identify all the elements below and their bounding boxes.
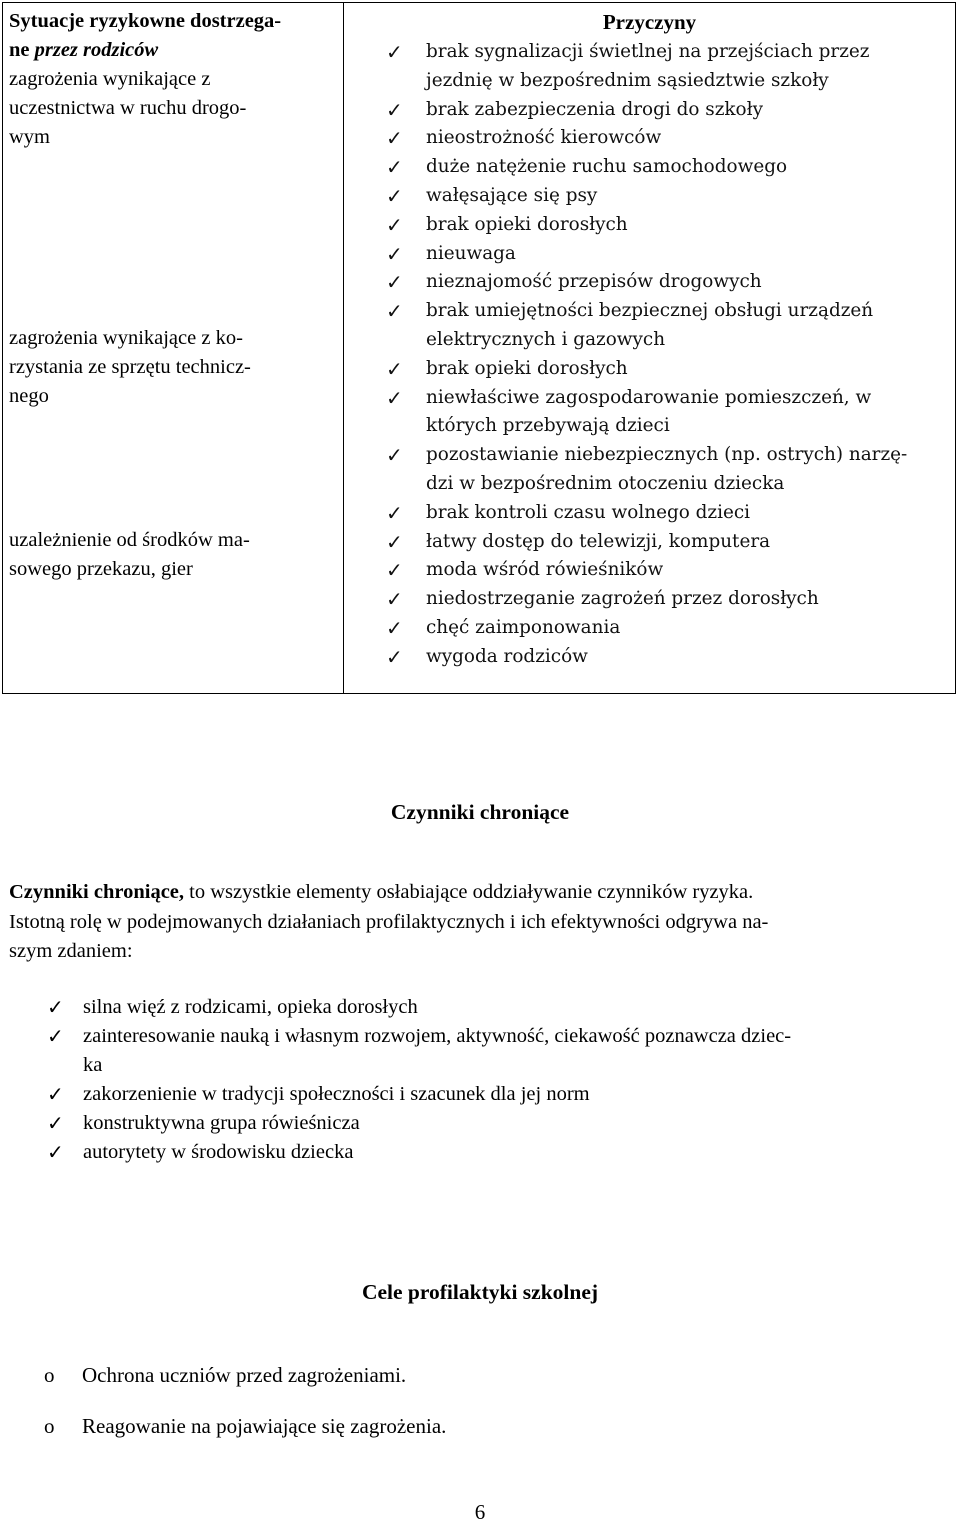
cause-line: brak opieki dorosłych <box>426 357 628 379</box>
cause-line: niewłaściwe zagospodarowanie pomieszczeń, w <box>426 386 872 408</box>
cause-item <box>386 240 947 269</box>
risk-group-line: sowego przekazu, gier <box>9 558 193 580</box>
checkmark-icon: ✓ <box>386 443 403 468</box>
protective-item <box>47 1138 947 1167</box>
bullet-circle-icon: o <box>44 1414 55 1438</box>
checkmark-icon: ✓ <box>386 183 403 208</box>
protective-line: autorytety w środowisku dziecka <box>83 1141 354 1163</box>
page-number: 6 <box>474 1500 486 1524</box>
protective-line: zakorzenienie w tradycji społeczności i szacunek dla jej norm <box>83 1083 590 1105</box>
checkmark-icon: ✓ <box>386 40 403 64</box>
risk-group-line: nego <box>9 385 49 407</box>
cause-item <box>386 441 947 499</box>
goals-title: Cele profilaktyki szkolnej <box>361 1280 599 1304</box>
risk-group-line: uzależnienie od środków ma- <box>9 529 250 551</box>
document-page: Sytuacje ryzykowne dostrzega- ne przez rodziców zagrożenia wynikające z uczestnictwa w ruchu drogo- wym zagrożenia wynikające z ko- rzystania ze sprzętu technicz- nego uzależnienie od środków ma- sowego przekazu, gier Przyczyny ✓ brak sygnalizacji świetlnej na przejściach przez jezdnię w bezpośrednim sąsiedztwie szkoły ✓ brak zabezpieczenia drogi do szkoły ✓ nieostrożność kierowców ✓ duże natężenie ruchu samochodowego ✓ wałęsające się psy ✓ brak opieki dorosłych ✓ nieuwaga ✓ nieznajomość przepisów drogowych ✓ brak umiejętności bezpiecznej obsługi urządzeń elektrycznych i gazowych ✓ brak opieki dorosłych ✓ niewłaściwe zagospodarowanie pomieszczeń, w których przebywają dzieci ✓ pozostawianie niebezpiecznych (np. ostrych) narzę- dzi w bezpośrednim otoczeniu dziecka ✓ brak kontroli czasu wolnego dzieci ✓ łatwy dostęp do telewizji, komputera ✓ moda wśród rówieśników ✓ niedostrzeganie zagrożeń przez dorosłych ✓ chęć zaimponowania ✓ wygoda rodziców Czynniki chroniące Czynniki chroniące, to wszystkie elementy osłabiające oddziaływanie czynników ryzyka. Istotną rolę w podejmowanych działaniach profilaktycznych i ich efektywności odgrywa na- szym zdaniem: ✓ silna więź z rodzicami, opieka dorosłych ✓ zainteresowanie nauką i własnym rozwojem, aktywność, ciekawość poznawcza dziec- ka ✓ zakorzenienie w tradycji społeczności i szacunek dla jej norm ✓ konstruktywna grupa rówieśnicza ✓ autorytety w środowisku dziecka Cele profilaktyki szkolnej o Ochrona uczniów przed zagrożeniami. o Reagowanie na pojawiające się zagrożenia. 6 <box>0 0 960 1526</box>
cause-line: brak zabezpieczenia drogi do szkoły <box>426 98 763 120</box>
protective-line: zainteresowanie nauką i własnym rozwojem, aktywność, ciekawość poznawcza dziec- <box>83 1025 792 1047</box>
cause-line: chęć zaimponowania <box>426 616 621 638</box>
protective-line: konstruktywna grupa rówieśnicza <box>83 1112 360 1134</box>
risk-group-line: uczestnictwa w ruchu drogo- <box>9 97 247 119</box>
cause-item <box>386 643 947 672</box>
cause-item <box>386 528 947 557</box>
risk-group-line: rzystania ze sprzętu technicz- <box>9 356 251 378</box>
risk-group-equipment <box>9 324 334 411</box>
checkmark-icon: ✓ <box>386 615 403 640</box>
cause-item <box>386 96 947 125</box>
cause-item <box>386 297 947 355</box>
cause-item <box>386 556 947 585</box>
risk-group-road <box>9 65 334 152</box>
checkmark-icon: ✓ <box>386 587 403 612</box>
cause-item <box>386 211 947 240</box>
cause-line: niedostrzeganie zagrożeń przez dorosłych <box>426 588 819 610</box>
cause-line: brak kontroli czasu wolnego dzieci <box>426 501 751 523</box>
protective-item <box>47 993 947 1022</box>
causes-list <box>386 38 947 672</box>
protective-line: ka <box>83 1054 103 1076</box>
risk-group-media <box>9 526 334 584</box>
left-header: Sytuacje ryzykowne dostrzega- ne przez rodziców <box>9 10 282 61</box>
checkmark-icon: ✓ <box>386 385 403 410</box>
cause-item <box>386 384 947 442</box>
risk-group-line: wym <box>9 126 50 148</box>
checkmark-icon: ✓ <box>47 1024 64 1048</box>
protective-line: silna więź z rodzicami, opieka dorosłych <box>83 996 418 1018</box>
cause-line: brak umiejętności bezpiecznej obsługi urządzeń <box>426 300 874 322</box>
cause-line: nieznajomość przepisów drogowych <box>426 271 762 293</box>
cause-line: brak opieki dorosłych <box>426 213 628 235</box>
risk-group-line: zagrożenia wynikające z <box>9 68 211 90</box>
checkmark-icon: ✓ <box>47 1111 64 1135</box>
cause-line: elektrycznych i gazowych <box>426 328 666 350</box>
checkmark-icon: ✓ <box>386 500 403 525</box>
checkmark-icon: ✓ <box>47 1140 64 1164</box>
cause-line: dzi w bezpośrednim otoczeniu dziecka <box>426 472 785 494</box>
cause-item <box>386 268 947 297</box>
cause-item <box>386 153 947 182</box>
checkmark-icon: ✓ <box>386 356 403 381</box>
checkmark-icon: ✓ <box>386 97 403 122</box>
checkmark-icon: ✓ <box>47 995 64 1019</box>
cause-item <box>386 355 947 384</box>
cause-item <box>386 585 947 614</box>
cause-item <box>386 499 947 528</box>
cause-line: wygoda rodziców <box>426 645 588 667</box>
checkmark-icon: ✓ <box>386 644 403 669</box>
cause-line: których przebywają dzieci <box>426 415 670 437</box>
risk-causes-table <box>2 2 956 694</box>
cause-line: jezdnię w bezpośrednim sąsiedztwie szkoły <box>426 69 829 91</box>
checkmark-icon: ✓ <box>386 558 403 583</box>
cause-item <box>386 614 947 643</box>
causes-header: Przyczyny <box>602 10 697 34</box>
cause-line: nieuwaga <box>426 242 516 264</box>
risk-group-line: zagrożenia wynikające z ko- <box>9 327 243 349</box>
cause-item <box>386 38 947 96</box>
checkmark-icon: ✓ <box>386 126 403 151</box>
protective-item <box>47 1080 947 1109</box>
checkmark-icon: ✓ <box>386 155 403 180</box>
protective-factors-list <box>47 993 947 1167</box>
checkmark-icon: ✓ <box>386 529 403 554</box>
checkmark-icon: ✓ <box>47 1082 64 1106</box>
cause-line: brak sygnalizacji świetlnej na przejściach przez <box>426 41 870 62</box>
protective-title: Czynniki chroniące <box>390 800 570 824</box>
checkmark-icon: ✓ <box>386 299 403 324</box>
cause-item <box>386 124 947 153</box>
causes-column <box>344 3 956 694</box>
checkmark-icon: ✓ <box>386 241 403 266</box>
cause-line: moda wśród rówieśników <box>426 559 664 581</box>
checkmark-icon: ✓ <box>386 212 403 237</box>
cause-line: nieostrożność kierowców <box>426 127 662 149</box>
protective-intro: Czynniki chroniące, to wszystkie elementy osłabiające oddziaływanie czynników ryzyka. Istotną rolę w podejmowanych działaniach profilaktycznych i ich efektywności odgrywa na- szym zdaniem: <box>9 881 769 962</box>
cause-line: duże natężenie ruchu samochodowego <box>426 156 788 178</box>
cause-line: wałęsające się psy <box>426 184 598 206</box>
cause-line: łatwy dostęp do telewizji, komputera <box>426 530 771 552</box>
cause-line: pozostawianie niebezpiecznych (np. ostrych) narzę- <box>426 444 908 466</box>
protective-item <box>47 1022 947 1080</box>
bullet-circle-icon: o <box>44 1363 55 1387</box>
risk-situations-column <box>3 3 344 694</box>
protective-item <box>47 1109 947 1138</box>
cause-item <box>386 182 947 211</box>
checkmark-icon: ✓ <box>386 270 403 295</box>
